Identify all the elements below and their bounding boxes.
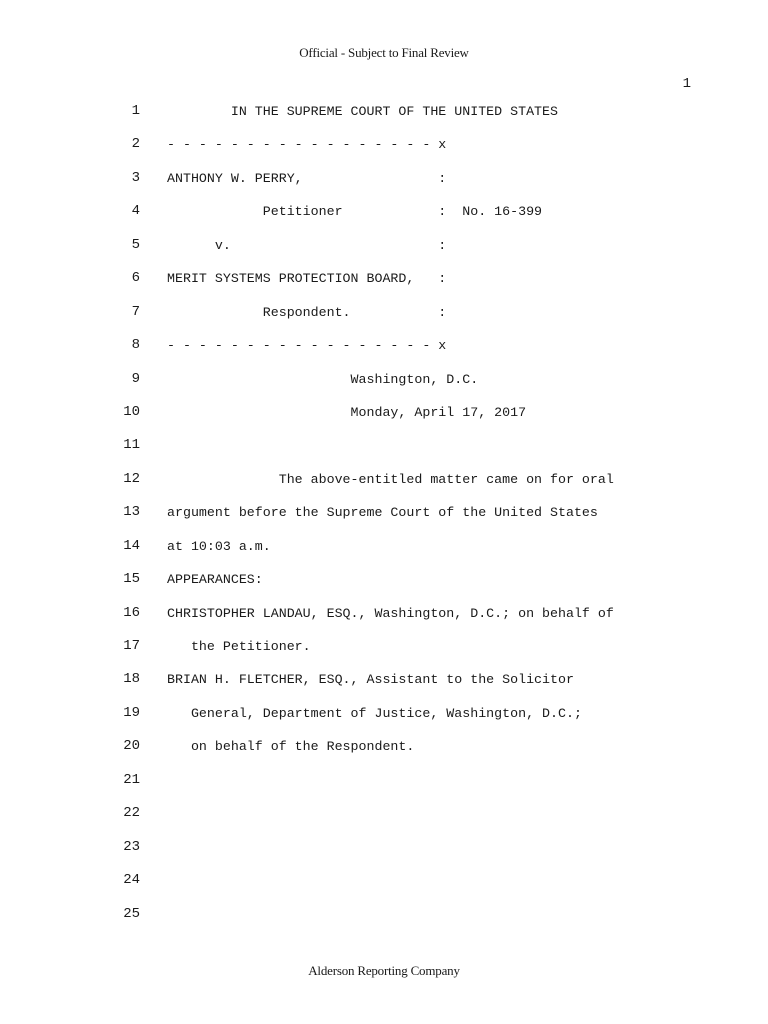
line-number: 23 — [123, 838, 140, 855]
line-number: 14 — [123, 537, 140, 554]
line-number: 19 — [123, 704, 140, 721]
transcript-line — [0, 797, 768, 830]
line-number: 5 — [131, 236, 140, 253]
transcript-line — [0, 296, 768, 329]
line-number: 1 — [131, 103, 140, 119]
line-number: 9 — [131, 370, 140, 387]
transcript-line — [0, 663, 768, 696]
line-number: 22 — [123, 805, 140, 822]
transcript-line — [0, 195, 768, 228]
line-text: MERIT SYSTEMS PROTECTION BOARD, : — [167, 271, 447, 287]
line-text: Washington, D.C. — [167, 371, 479, 387]
line-text: the Petitioner. — [167, 639, 311, 654]
transcript-line — [0, 128, 768, 161]
page-footer: Alderson Reporting Company — [308, 963, 460, 978]
line-number: 11 — [123, 437, 140, 454]
line-text: - - - - - - - - - - - - - - - - - x — [167, 338, 447, 354]
page-number: 1 — [682, 76, 691, 92]
line-number: 17 — [123, 638, 140, 654]
page-header: Official - Subject to Final Review — [299, 45, 469, 60]
line-text: APPEARANCES: — [167, 572, 263, 588]
line-text: The above-entitled matter came on for oral — [167, 471, 614, 487]
line-number: 21 — [123, 771, 140, 788]
line-number: 18 — [123, 671, 140, 688]
line-text: argument before the Supreme Court of the United States — [167, 505, 598, 521]
line-text: ANTHONY W. PERRY, : — [167, 170, 447, 186]
line-text: CHRISTOPHER LANDAU, ESQ., Washington, D.C.; on behalf of — [167, 605, 614, 621]
line-text: - - - - - - - - - - - - - - - - - x — [167, 137, 447, 153]
transcript-line — [0, 563, 768, 596]
line-text: BRIAN H. FLETCHER, ESQ., Assistant to the Solicitor — [167, 672, 574, 688]
line-number: 2 — [131, 136, 140, 153]
transcript-line — [0, 730, 768, 763]
transcript-line — [0, 463, 768, 496]
line-number: 25 — [123, 905, 140, 922]
line-number: 4 — [131, 203, 140, 220]
line-text: General, Department of Justice, Washington, D.C.; — [167, 705, 582, 721]
transcript-line — [0, 530, 768, 563]
transcript-line — [0, 496, 768, 529]
line-number: 15 — [123, 571, 140, 588]
line-number: 3 — [131, 169, 140, 186]
line-text: on behalf of the Respondent. — [167, 739, 415, 755]
transcript-line — [0, 831, 768, 864]
transcript-line — [0, 229, 768, 262]
transcript-line — [0, 898, 768, 931]
transcript-line — [0, 597, 768, 630]
transcript-line — [0, 262, 768, 295]
line-number: 6 — [131, 270, 140, 287]
line-number: 7 — [131, 303, 140, 320]
transcript-line — [0, 429, 768, 462]
transcript-line — [0, 630, 768, 663]
transcript-line — [0, 329, 768, 362]
line-text: Respondent. : — [167, 304, 447, 320]
line-text: Monday, April 17, 2017 — [167, 404, 527, 420]
line-number: 13 — [123, 504, 140, 521]
line-text: IN THE SUPREME COURT OF THE UNITED STATES — [167, 104, 558, 119]
line-number: 12 — [123, 470, 140, 487]
transcript-line — [0, 162, 768, 195]
transcript-line — [0, 396, 768, 429]
line-text: at 10:03 a.m. — [167, 538, 271, 554]
transcript-line — [0, 864, 768, 897]
transcript-line — [0, 95, 768, 128]
line-number: 10 — [123, 403, 140, 420]
transcript-line — [0, 764, 768, 797]
line-number: 8 — [131, 337, 140, 354]
transcript-line — [0, 697, 768, 730]
line-number: 24 — [123, 872, 140, 889]
line-number: 16 — [123, 604, 140, 621]
transcript-body — [0, 95, 768, 931]
line-number: 20 — [123, 738, 140, 755]
line-text: v. : — [167, 237, 447, 253]
line-text: Petitioner : No. 16-399 — [167, 204, 543, 220]
transcript-line — [0, 363, 768, 396]
